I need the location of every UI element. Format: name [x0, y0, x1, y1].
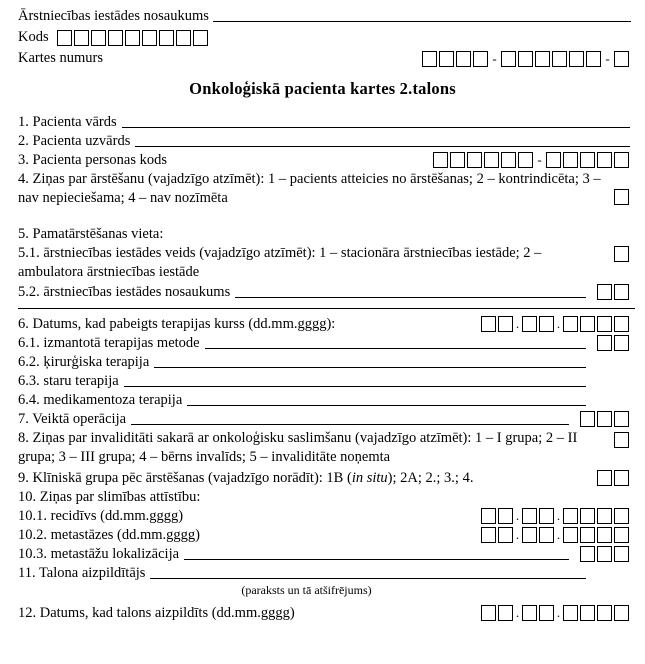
field-label: 5. Pamatārstēšanas vieta: [18, 225, 164, 242]
field-surgical-therapy [18, 353, 635, 371]
code-box[interactable] [176, 30, 191, 46]
code-box[interactable] [142, 30, 157, 46]
field-therapy-method [18, 334, 635, 352]
date-separator: . [515, 316, 520, 332]
field-metastases-date [18, 526, 635, 544]
institution-input-line[interactable] [213, 6, 631, 22]
card-number-separator: - [492, 50, 497, 66]
date-separator: . [515, 526, 520, 542]
field-label: 6.3. staru terapija [18, 373, 119, 390]
date-year-box[interactable] [597, 527, 612, 543]
field-treatment-place [18, 225, 635, 243]
date-day-box[interactable] [481, 527, 496, 543]
field-label: 5.2. ārstniecības iestādes nosaukums [18, 284, 231, 301]
personal-code-box[interactable] [467, 152, 482, 168]
date-month-box[interactable] [522, 527, 537, 543]
code-box[interactable] [108, 30, 123, 46]
patient-lastname-input[interactable] [135, 132, 630, 147]
code-boxes[interactable] [57, 30, 208, 46]
date-day-box[interactable] [481, 316, 496, 332]
institution-name-box[interactable] [597, 284, 612, 300]
field-disease-progress [18, 488, 635, 506]
date-year-box[interactable] [614, 605, 629, 621]
field-operation [18, 410, 635, 428]
personal-code-box[interactable] [580, 152, 595, 168]
section-divider [18, 308, 635, 309]
date-year-box[interactable] [563, 605, 578, 621]
code-label: Kods [18, 28, 49, 45]
code-box[interactable] [159, 30, 174, 46]
date-year-box[interactable] [580, 527, 595, 543]
operation-box[interactable] [614, 411, 629, 427]
field-disability-info [18, 429, 635, 468]
date-day-box[interactable] [481, 605, 496, 621]
field-medication-therapy [18, 391, 635, 409]
personal-code-separator: - [537, 151, 542, 167]
date-month-box[interactable] [539, 605, 554, 621]
institution-name-box[interactable] [614, 284, 629, 300]
date-month-box[interactable] [539, 527, 554, 543]
field-label: 9. Klīniskā grupa pēc ārstēšanas (vajadzīgo norādīt): 1B (in situ); 2A; 2.; 3.; 4. [18, 469, 474, 486]
metastases-localization-boxes[interactable] [580, 546, 629, 563]
clinical-group-box[interactable] [614, 470, 629, 486]
field-metastases-localization [18, 545, 635, 563]
institution-row [18, 6, 635, 25]
date-year-box[interactable] [580, 508, 595, 524]
date-year-box[interactable] [597, 605, 612, 621]
personal-code-box[interactable] [433, 152, 448, 168]
date-separator: . [556, 316, 561, 332]
card-number-box[interactable] [422, 51, 437, 67]
metastases-localization-box[interactable] [580, 546, 595, 562]
field-label: 10.1. recidīvs (dd.mm.gggg) [18, 507, 184, 524]
personal-code-boxes[interactable] [433, 152, 629, 169]
field-label: 6.2. ķirurģiska terapija [18, 354, 150, 371]
therapy-end-date-boxes[interactable] [481, 316, 629, 333]
field-label: 5.1. ārstniecības iestādes veids (vajadzīgo atzīmēt): 1 – stacionāra ārstniecības iestāde; 2 – ambulatora ārstniecības iestāde [18, 244, 542, 280]
date-month-box[interactable] [522, 316, 537, 332]
code-box[interactable] [91, 30, 106, 46]
operation-box[interactable] [597, 411, 612, 427]
form-body [0, 113, 645, 622]
surgical-therapy-input[interactable] [154, 353, 586, 368]
therapy-method-box[interactable] [614, 335, 629, 351]
card-number-box[interactable] [614, 51, 629, 67]
date-day-box[interactable] [498, 508, 513, 524]
institution-name-boxes[interactable] [597, 284, 629, 301]
operation-box[interactable] [580, 411, 595, 427]
date-day-box[interactable] [498, 527, 513, 543]
date-year-box[interactable] [580, 605, 595, 621]
signature-note: (paraksts un tā atšifrējums) [241, 582, 372, 597]
field-clinical-group [18, 469, 635, 487]
field-label: 2. Pacienta uzvārds [18, 132, 131, 149]
field-label: 7. Veiktā operācija [18, 411, 127, 428]
date-separator: . [515, 507, 520, 523]
institution-name-input[interactable] [235, 283, 586, 298]
field-patient-firstname [18, 113, 635, 131]
date-year-box[interactable] [580, 316, 595, 332]
card-number-box[interactable] [552, 51, 567, 67]
field-label: 12. Datums, kad talons aizpildīts (dd.mm.gggg) [18, 604, 295, 621]
card-number-box[interactable] [456, 51, 471, 67]
date-year-box[interactable] [563, 316, 578, 332]
date-month-box[interactable] [522, 605, 537, 621]
fill-date-boxes[interactable] [481, 605, 629, 622]
page-title: Onkoloģiskā pacienta kartes 2.talons [189, 78, 456, 98]
field-label: 3. Pacienta personas kods [18, 151, 167, 168]
date-separator: . [556, 526, 561, 542]
field-recurrence-date [18, 507, 635, 525]
code-row [18, 29, 635, 46]
date-month-box[interactable] [539, 316, 554, 332]
card-number-box[interactable] [501, 51, 516, 67]
card-number-box[interactable] [569, 51, 584, 67]
field-treatment-info [18, 170, 635, 224]
code-box[interactable] [125, 30, 140, 46]
personal-code-box[interactable] [563, 152, 578, 168]
personal-code-box[interactable] [518, 152, 533, 168]
card-number-box[interactable] [535, 51, 550, 67]
field-form-filler [18, 564, 635, 582]
card-number-box[interactable] [439, 51, 454, 67]
metastases-localization-box[interactable] [597, 546, 612, 562]
disability-box-wrap[interactable] [614, 430, 629, 449]
clinical-group-box[interactable] [597, 470, 612, 486]
date-year-box[interactable] [614, 316, 629, 332]
field-fill-date [18, 604, 635, 622]
date-month-box[interactable] [539, 508, 554, 524]
date-separator: . [556, 507, 561, 523]
personal-code-box[interactable] [450, 152, 465, 168]
treatment-info-box[interactable] [614, 189, 629, 205]
card-number-box[interactable] [518, 51, 533, 67]
field-therapy-end-date [18, 315, 635, 333]
date-day-box[interactable] [498, 605, 513, 621]
metastases-date-boxes[interactable] [481, 527, 629, 544]
field-label: 6. Datums, kad pabeigts terapijas kurss (dd.mm.gggg): [18, 316, 336, 333]
personal-code-box[interactable] [614, 152, 629, 168]
institution-type-box-wrap[interactable] [614, 245, 629, 264]
card-number-box[interactable] [473, 51, 488, 67]
field-institution-type [18, 244, 635, 283]
form-filler-input[interactable] [150, 564, 586, 579]
field-label: 4. Ziņas par ārstēšanu (vajadzīgo atzīmēt): 1 – pacients atteicies no ārstēšanas; 2 – kontrindicēta; 3 – nav nepieciešama; 4 – nav nozīmēta [18, 170, 601, 206]
personal-code-box[interactable] [484, 152, 499, 168]
date-year-box[interactable] [614, 527, 629, 543]
field-label: 6.1. izmantotā terapijas metode [18, 335, 200, 352]
clinical-group-boxes[interactable] [597, 470, 629, 487]
field-institution-name [18, 283, 635, 301]
date-year-box[interactable] [614, 508, 629, 524]
operation-boxes[interactable] [580, 411, 629, 428]
patient-firstname-input[interactable] [122, 113, 630, 128]
therapy-method-box[interactable] [597, 335, 612, 351]
card-number-separator: - [605, 50, 610, 66]
date-month-box[interactable] [522, 508, 537, 524]
card-number-row [18, 50, 635, 67]
radiation-therapy-input[interactable] [124, 372, 586, 387]
field-label: 1. Pacienta vārds [18, 113, 117, 130]
treatment-info-box-wrap[interactable] [614, 188, 629, 207]
date-year-box[interactable] [563, 508, 578, 524]
personal-code-box[interactable] [501, 152, 516, 168]
field-radiation-therapy [18, 372, 635, 390]
date-separator: . [515, 604, 520, 620]
operation-input[interactable] [131, 410, 569, 425]
date-year-box[interactable] [597, 508, 612, 524]
date-separator: . [556, 604, 561, 620]
field-label: 8. Ziņas par invaliditāti sakarā ar onkoloģisku saslimšanu (vajadzīgo atzīmēt): 1 – I grupa; 2 – II grupa; 3 – III grupa; 4 – bērns invalīds; 5 – invaliditāte noņemta [18, 430, 578, 466]
date-day-box[interactable] [498, 316, 513, 332]
personal-code-box[interactable] [597, 152, 612, 168]
personal-code-box[interactable] [546, 152, 561, 168]
code-box[interactable] [57, 30, 72, 46]
therapy-method-input[interactable] [205, 334, 586, 349]
card-number-box[interactable] [586, 51, 601, 67]
date-day-box[interactable] [481, 508, 496, 524]
card-number-boxes[interactable] [422, 51, 629, 67]
field-label: 10. Ziņas par slimības attīstību: [18, 488, 201, 505]
date-year-box[interactable] [563, 527, 578, 543]
institution-type-box[interactable] [614, 246, 629, 262]
metastases-localization-input[interactable] [184, 545, 569, 560]
field-personal-code [18, 151, 635, 169]
field-label: 11. Talona aizpildītājs [18, 564, 146, 581]
field-label: 10.2. metastāzes (dd.mm.gggg) [18, 526, 201, 543]
field-label: 10.3. metastāžu lokalizācija [18, 545, 180, 562]
recurrence-date-boxes[interactable] [481, 508, 629, 525]
form-header [0, 0, 645, 67]
institution-label: Ārstniecības iestādes nosaukums [18, 7, 209, 24]
field-label: 6.4. medikamentoza terapija [18, 392, 183, 409]
disability-box[interactable] [614, 432, 629, 448]
date-year-box[interactable] [597, 316, 612, 332]
code-box[interactable] [193, 30, 208, 46]
code-box[interactable] [74, 30, 89, 46]
field-patient-lastname [18, 132, 635, 150]
metastases-localization-box[interactable] [614, 546, 629, 562]
card-number-label: Kartes numurs [18, 49, 103, 66]
medication-therapy-input[interactable] [187, 391, 586, 406]
therapy-method-boxes[interactable] [597, 335, 629, 352]
